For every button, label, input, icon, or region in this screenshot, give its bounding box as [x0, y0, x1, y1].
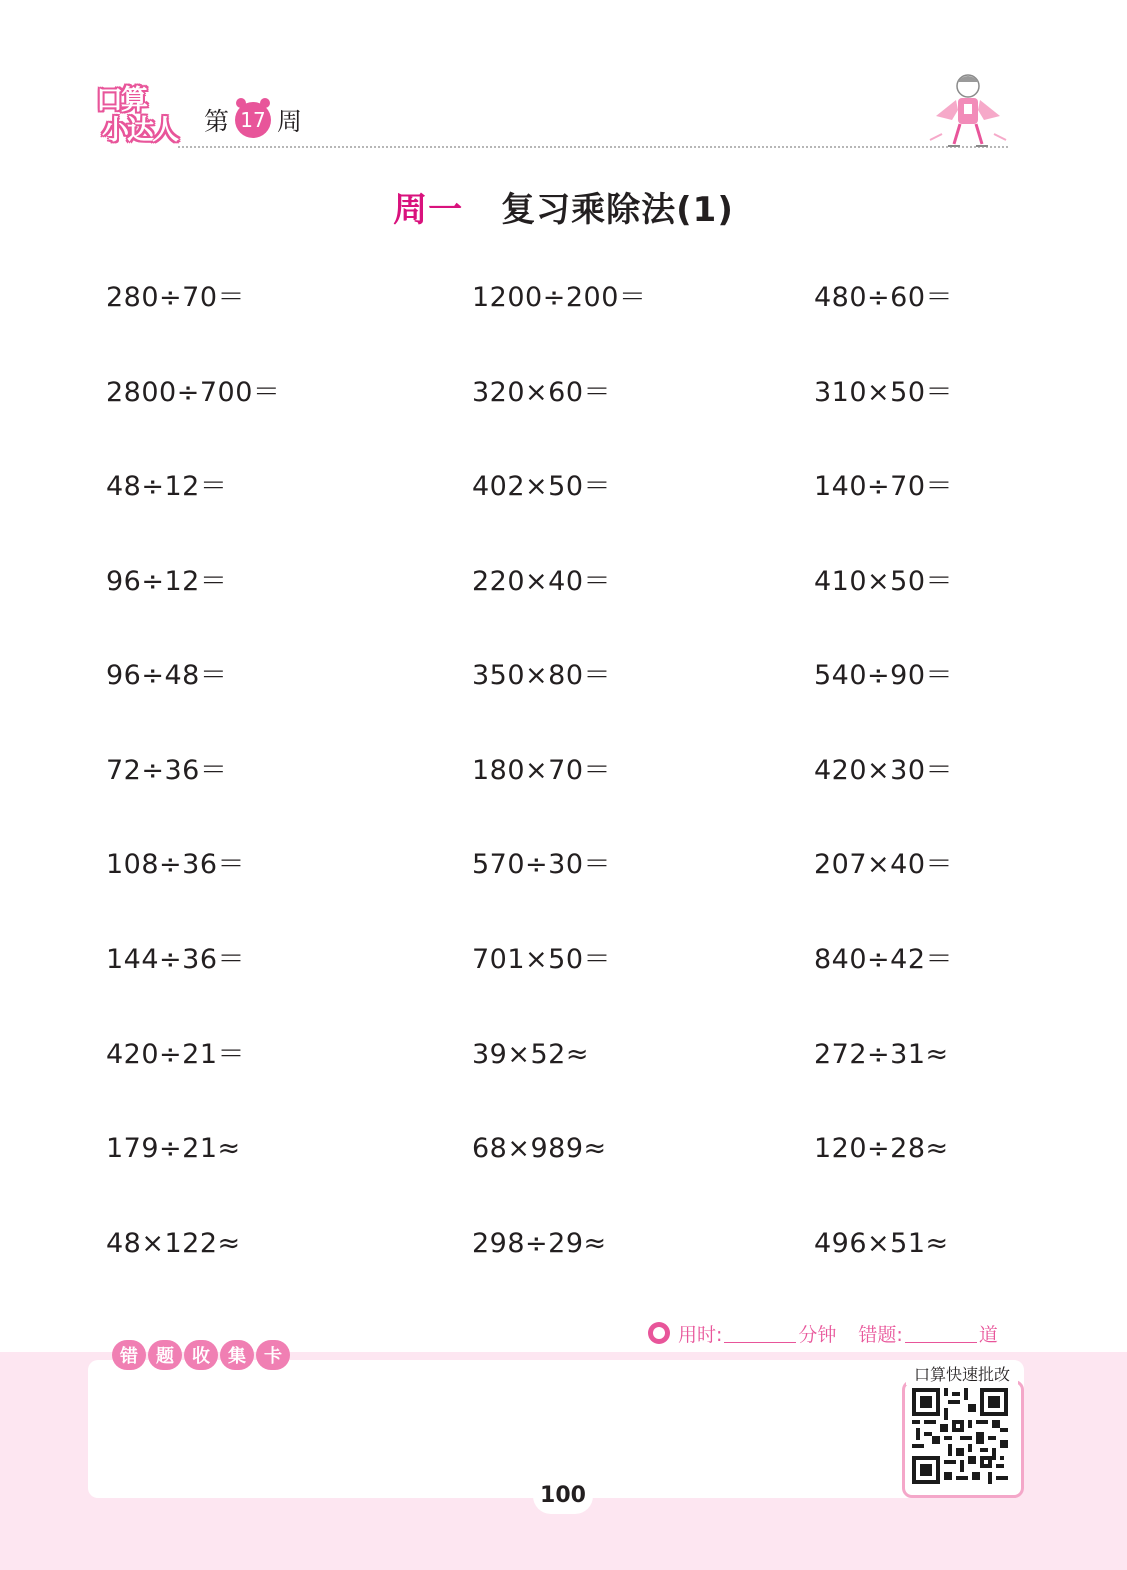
errors-blank[interactable]: [905, 1324, 977, 1343]
problem-item: 701×50＝: [472, 944, 612, 975]
logo-line-2: 小达人: [102, 115, 177, 146]
problem-item: 108÷36＝: [106, 849, 246, 880]
error-collection-card-label: [112, 1340, 290, 1372]
problem-item: 420÷21＝: [106, 1039, 246, 1070]
problem-item: 496×51≈: [814, 1228, 949, 1259]
problem-item: 140÷70＝: [814, 471, 954, 502]
problem-item: 39×52≈: [472, 1039, 589, 1070]
brand-logo: [96, 86, 178, 150]
collect-char: 集: [220, 1340, 254, 1370]
problem-item: 320×60＝: [472, 377, 612, 408]
week-suffix: 周: [277, 107, 303, 136]
problem-item: 272÷31≈: [814, 1039, 949, 1070]
time-blank[interactable]: [724, 1324, 796, 1343]
errors-label: 错题:: [858, 1323, 903, 1346]
problem-item: 144÷36＝: [106, 944, 246, 975]
problem-item: 180×70＝: [472, 755, 612, 786]
problem-item: 1200÷200＝: [472, 282, 647, 313]
problem-item: 540÷90＝: [814, 660, 954, 691]
problem-item: 410×50＝: [814, 566, 954, 597]
qr-code[interactable]: [912, 1388, 1008, 1484]
problem-item: 310×50＝: [814, 377, 954, 408]
week-number-badge: 17: [235, 102, 271, 138]
problem-item: 72÷36＝: [106, 755, 228, 786]
title-day: 周一: [393, 190, 464, 230]
problem-item: 179÷21≈: [106, 1133, 241, 1164]
week-indicator: [204, 100, 302, 140]
collect-char: 卡: [256, 1340, 290, 1370]
problem-item: 68×989≈: [472, 1133, 607, 1164]
problem-item: 220×40＝: [472, 566, 612, 597]
qr-label: 口算快速批改: [906, 1362, 1018, 1385]
time-unit: 分钟: [798, 1323, 837, 1346]
header-divider: [178, 146, 1008, 148]
page-number: 100: [533, 1478, 593, 1514]
collect-char: 题: [148, 1340, 182, 1370]
problem-item: 480÷60＝: [814, 282, 954, 313]
problem-item: 420×30＝: [814, 755, 954, 786]
problem-item: 120÷28≈: [814, 1133, 949, 1164]
page-title: [0, 182, 1127, 231]
time-error-record: [648, 1316, 998, 1350]
time-label: 用时:: [678, 1323, 723, 1346]
mascot-illustration: [922, 70, 1014, 160]
problem-item: 350×80＝: [472, 660, 612, 691]
problem-item: 96÷48＝: [106, 660, 228, 691]
logo-line-1: 口算: [96, 85, 146, 116]
week-prefix: 第: [204, 107, 230, 136]
problem-item: 207×40＝: [814, 849, 954, 880]
problem-item: 570÷30＝: [472, 849, 612, 880]
problem-item: 48÷12＝: [106, 471, 228, 502]
problem-item: 840÷42＝: [814, 944, 954, 975]
problem-item: 402×50＝: [472, 471, 612, 502]
problem-item: 96÷12＝: [106, 566, 228, 597]
problem-item: 48×122≈: [106, 1228, 241, 1259]
collect-char: 收: [184, 1340, 218, 1370]
page-header: [0, 0, 1127, 170]
problem-item: 280÷70＝: [106, 282, 246, 313]
stopwatch-icon: [648, 1322, 670, 1344]
problem-item: 2800÷700＝: [106, 377, 281, 408]
collect-char: 错: [112, 1340, 146, 1370]
title-topic: 复习乘除法(1): [501, 190, 734, 230]
errors-unit: 道: [978, 1323, 998, 1346]
problem-item: 298÷29≈: [472, 1228, 607, 1259]
